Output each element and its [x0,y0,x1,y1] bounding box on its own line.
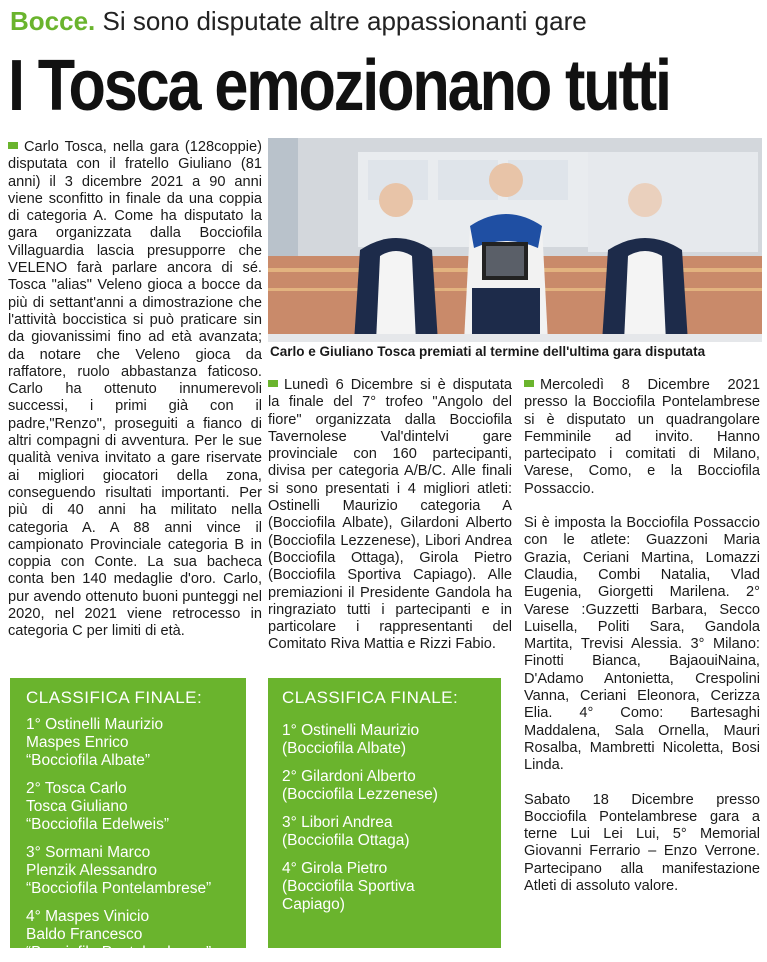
standings-box-middle [268,678,501,948]
article-right-paragraph-1: Mercoledì 8 Dicembre 2021 presso la Bocciofila Pontelambrese si è disputato un quadrangolare Femminile ad invito. Hanno partecipato i comitati di Milano, Varese, Como, e la Bocciofila Possaccio. [524,377,760,497]
kicker [10,6,587,37]
article-middle [268,377,512,654]
standings-box-left [10,678,246,961]
award-photo-illustration [268,138,762,342]
article-right [524,377,760,895]
article-right-paragraph-3: Sabato 18 Dicembre presso Bocciofila Pontelambrese gara a terne Lui Lei Lui, 5° Memorial Giovanni Ferrario – Enzo Verrone. Partecipano alla manifestazione Atleti di assoluto valore. [524,791,760,895]
standings-entry: 4° Maspes Vinicio Baldo Francesco “Bocciofila Pontelambrese” [26,908,212,961]
standings-title: CLASSIFICA FINALE: [282,688,459,707]
standings-entry: 4° Girola Pietro (Bocciofila Sportiva Capiago) [282,860,415,913]
headline: I Tosca emozionano tutti [8,46,670,126]
award-photo [268,138,762,342]
standings-entry: 1° Ostinelli Maurizio Maspes Enrico “Bocciofila Albate” [26,716,164,769]
standings-entry: 2° Gilardoni Alberto (Bocciofila Lezzenese) [282,768,438,803]
bullet-square-icon [524,380,534,387]
standings-entry: 3° Libori Andrea (Bocciofila Ottaga) [282,814,410,849]
article-left-paragraph: Carlo Tosca, nella gara (128coppie) disputata con il fratello Giuliano (81 anni) il 3 dicembre 2021 a 90 anni viene sconfitto in finale da una coppia di categoria A. Come ha disputato la gara organizzata dalla Bocciofila Villaguardia lascia presupporre che VELENO farà parlare ancora di sé. Tosca "alias" Veleno gioca a bocce da più di settant'anni a dimostrazione che l'attività boccistica si può praticare sin da giovanissimi fino ad età avanzata; da notare che Veleno gioca da raffatore, ruolo abbastanza faticoso. Carlo ha ottenuto innumerevoli successi, i primi già con il padre,"Renzo", proseguiti a fianco di altri compagni di avventura. Per le sue qualità veniva invitato a gare riservate ai migliori giocatori della zona, conseguendo risultati importanti. Per più di 40 anni ha militato nella categoria A. A 88 anni vince il campionato Provinciale categoria B in coppia con Conte. La sua bacheca conta ben 140 medaglie d'oro. Carlo, pur avendo ottenuto buoni punteggi nel 2020, nel 2021 viene retrocesso in categoria C per limiti di età. [8,139,262,640]
standings-title: CLASSIFICA FINALE: [26,688,203,707]
bullet-square-icon [8,142,18,149]
article-right-paragraph-2: Si è imposta la Bocciofila Possaccio con le atlete: Guazzoni Maria Grazia, Ceriani Martina, Lomazzi Claudia, Combi Natalia, Vlad Eugenia, Giorgetti Marilena. 2° Varese :Guzzetti Barbara, Secco Luisella, Politi Sara, Gandola Martita, Trevisi Alessia. 3° Milano: Finotti Bianca, BajaouiNaina, D'Adamo Antonietta, Crespolini Vanna, Ceriani Eleonora, Cerizza Elia. 4° Como: Bartesaghi Maddalena, Sala Ornella, Mauri Rosalba, Mambretti Nicoletta, Bosi Linda. [524,515,760,774]
standings-entry: 3° Sormani Marco Plenzik Alessandro “Bocciofila Pontelambrese” [26,844,212,897]
article-middle-paragraph: Lunedì 6 Dicembre si è disputata la finale del 7° trofeo "Angolo del fiore" organizzata dalla Bocciofila Tavernolese Val'dintelvi gare provinciale con 160 partecipanti, divisa per categoria A/B/C. Alle finali si sono presentati i 4 migliori atleti: Ostinelli Maurizio categoria A (Bocciofila Albate), Gilardoni Alberto (Bocciofila Lezzenese), Libori Andrea (Bocciofila Ottaga), Girola Pietro (Bocciofila Sportiva Capiago). Alle premiazioni il Presidente Gandola ha ringraziato tutti i partecipanti e in particolare i rappresentanti del Comitato Riva Mattia e Rizzi Fabio. [268,377,512,653]
article-left [8,139,262,641]
bullet-square-icon [268,380,278,387]
standings-entry: 1° Ostinelli Maurizio (Bocciofila Albate) [282,722,420,757]
standings-entry: 2° Tosca Carlo Tosca Giuliano “Bocciofila Edelweis” [26,780,169,833]
kicker-subtitle: Si sono disputate altre appassionanti gare [102,6,587,36]
photo-caption: Carlo e Giuliano Tosca premiati al termine dell'ultima gara disputata [270,344,706,359]
section-label: Bocce. [10,6,96,36]
